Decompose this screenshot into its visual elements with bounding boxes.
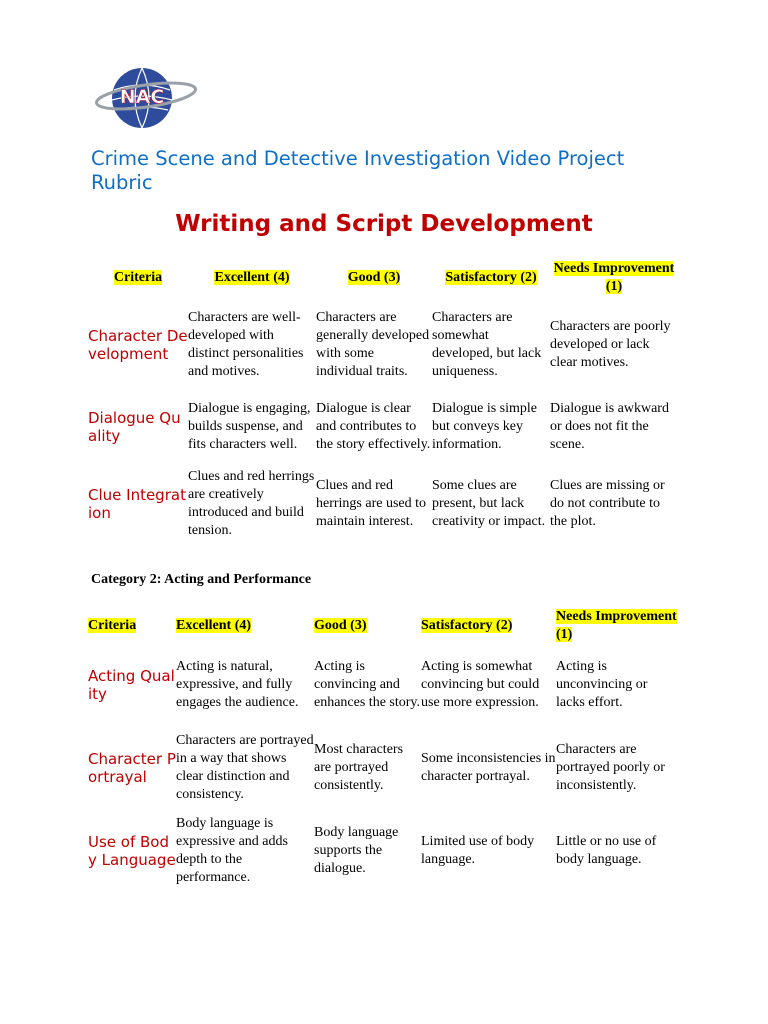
- rubric-cell: Characters are generally developed with some individual traits.: [316, 310, 430, 379]
- rubric-cell: Acting is natural, expressive, and fully engages the audience.: [176, 659, 299, 710]
- table-row: [88, 464, 678, 544]
- document-title: Crime Scene and Detective Investigation Video Project Rubric: [91, 147, 625, 194]
- svg-text:NAC: NAC: [119, 86, 165, 108]
- header-cell: [314, 604, 421, 648]
- section-heading-writing: Writing and Script Development: [175, 211, 593, 237]
- header-cell: [432, 256, 550, 300]
- criteria-cell: Character Portrayal: [88, 750, 176, 786]
- rubric-table-acting: [88, 604, 678, 888]
- header-label-criteria: Criteria: [113, 270, 163, 285]
- header-label-excellent: Excellent (4): [176, 618, 252, 633]
- rubric-cell: Acting is somewhat convincing but could use more expression.: [421, 659, 540, 710]
- rubric-cell: Characters are well-developed with distinct personalities and motives.: [188, 310, 304, 379]
- section-heading-acting: Category 2: Acting and Performance: [91, 572, 312, 587]
- table-header-row: [88, 604, 678, 648]
- header-cell: [88, 256, 188, 300]
- rubric-cell: Characters are portrayed poorly or inconsistently.: [556, 742, 665, 793]
- table-header-row: [88, 256, 678, 300]
- criteria-cell: Use of Body Language: [88, 833, 176, 869]
- header-label-good: Good (3): [347, 270, 401, 285]
- rubric-cell: Body language supports the dialogue.: [314, 825, 399, 876]
- table-row: [88, 722, 678, 814]
- header-cell: [176, 604, 314, 648]
- rubric-cell: Limited use of body language.: [421, 834, 535, 867]
- rubric-cell: Body language is expressive and adds depth to the performance.: [176, 816, 288, 885]
- header-cell: [550, 256, 678, 300]
- table-row: [88, 300, 678, 390]
- header-cell: [316, 256, 432, 300]
- rubric-cell: Characters are somewhat developed, but lack uniqueness.: [432, 310, 542, 379]
- header-label-good: Good (3): [314, 618, 367, 633]
- rubric-cell: Some clues are present, but lack creativity or impact.: [432, 478, 546, 529]
- rubric-cell: Most characters are portrayed consistently.: [314, 742, 404, 793]
- header-cell: [421, 604, 556, 648]
- header-cell: [556, 604, 678, 648]
- rubric-cell: Acting is unconvincing or lacks effort.: [556, 659, 648, 710]
- rubric-cell: Clues and red herrings are used to maintain interest.: [316, 478, 427, 529]
- rubric-cell: Dialogue is simple but conveys key information.: [432, 401, 537, 452]
- rubric-cell: Acting is convincing and enhances the story.: [314, 659, 420, 710]
- rubric-cell: Clues and red herrings are creatively introduced and build tension.: [188, 469, 315, 538]
- criteria-cell: Character Development: [88, 327, 188, 363]
- header-label-criteria: Criteria: [88, 618, 137, 633]
- header-cell: [88, 604, 176, 648]
- header-cell: [188, 256, 316, 300]
- table-row: [88, 648, 678, 722]
- header-label-needs-improvement: Needs Improvement (1): [556, 609, 677, 642]
- rubric-cell: Clues are missing or do not contribute to the plot.: [550, 478, 665, 529]
- nac-logo: [92, 66, 200, 130]
- rubric-cell: Little or no use of body language.: [556, 834, 657, 867]
- header-label-satisfactory: Satisfactory (2): [445, 270, 537, 285]
- rubric-cell: Characters are portrayed in a way that shows clear distinction and consistency.: [176, 733, 314, 802]
- header-label-needs-improvement: Needs Improvement (1): [553, 261, 675, 294]
- rubric-cell: Dialogue is clear and contributes to the story effectively.: [316, 401, 431, 452]
- rubric-cell: Dialogue is awkward or does not fit the scene.: [550, 401, 669, 452]
- header-label-satisfactory: Satisfactory (2): [421, 618, 513, 633]
- table-row: [88, 390, 678, 464]
- criteria-cell: Dialogue Quality: [88, 409, 181, 445]
- header-label-excellent: Excellent (4): [214, 270, 290, 285]
- rubric-cell: Some inconsistencies in character portrayal.: [421, 751, 556, 784]
- criteria-cell: Clue Integration: [88, 486, 186, 522]
- rubric-cell: Characters are poorly developed or lack clear motives.: [550, 319, 671, 370]
- rubric-table-writing: [88, 256, 678, 544]
- table-row: [88, 814, 678, 888]
- rubric-cell: Dialogue is engaging, builds suspense, and fits characters well.: [188, 401, 311, 452]
- criteria-cell: Acting Quality: [88, 667, 175, 703]
